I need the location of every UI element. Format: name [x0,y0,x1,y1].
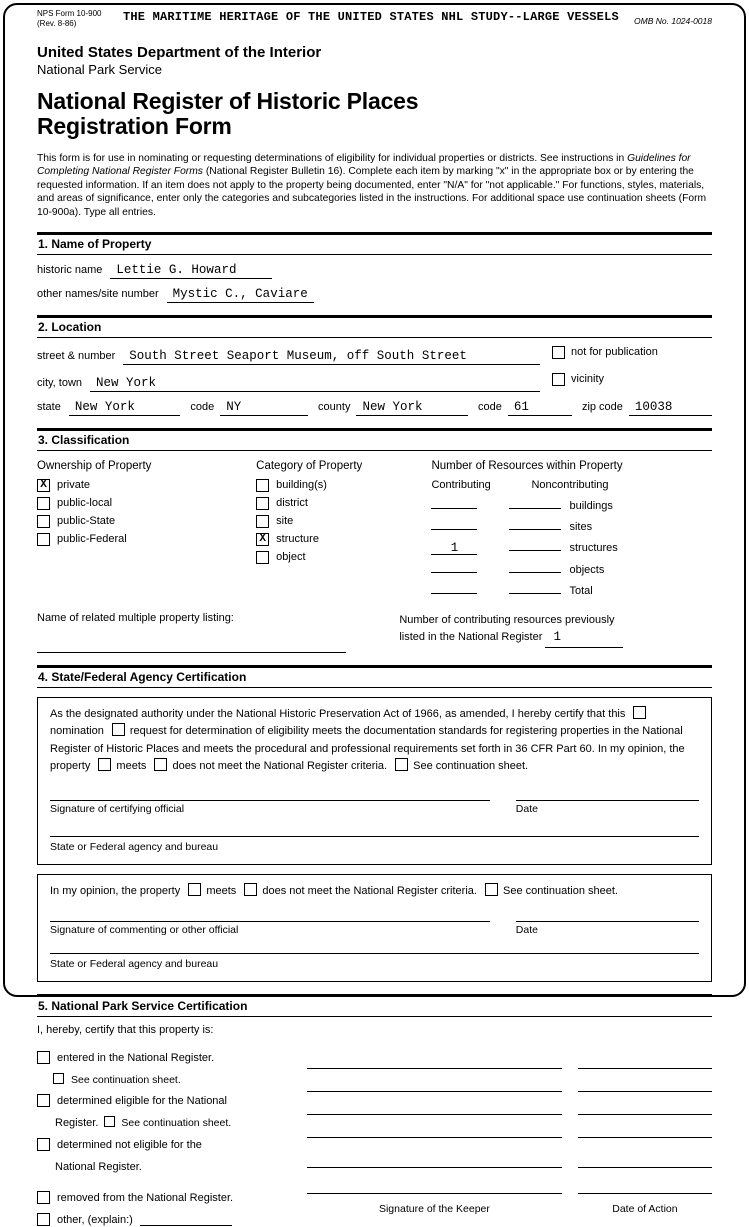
eligible-register-label: Register. [55,1117,99,1130]
buildings-checkbox[interactable] [256,479,269,492]
contributing-total-field[interactable] [431,580,477,594]
cert-text-2: request for determination of eligibility meets the documentation standards for registering properties in the National Register of Historic Places and meets the procedural and professional requirements set forth in 36 CFR Part 60. In my opinion, the property [50,725,685,773]
category-column [256,460,431,597]
buildings-row-label: buildings [569,499,613,512]
option-entered [37,1051,289,1066]
eligible-continuation-checkbox[interactable] [104,1116,115,1127]
certifying-signature-label: Signature of certifying official [50,802,185,815]
cert-text-1: As the designated authority under the National Historic Preservation Act of 1966, as amended, I hereby certify that this [50,707,626,720]
not-for-publication-checkbox[interactable] [552,346,565,359]
contributing-sites-field[interactable] [431,516,477,530]
resource-row-total [431,580,712,597]
previously-listed-field[interactable]: 1 [545,628,623,648]
multiple-listing-field[interactable] [37,637,346,653]
certifying-agency-label: State or Federal agency and bureau [50,840,219,853]
commenting-signature-label: Signature of commenting or other official [50,923,239,936]
historic-name-label: historic name [37,263,103,276]
other-names-row [37,287,712,303]
contributing-header: Contributing [431,478,491,491]
keeper-line-3a [307,1113,562,1115]
sites-row-label: sites [569,520,593,533]
previously-listed-block [399,612,712,653]
keeper-line-5a [307,1166,562,1168]
previously-listed-line1: Number of contributing resources previously [399,613,615,626]
object-checkbox[interactable] [256,551,269,564]
structure-label: structure [276,533,319,546]
does-not-meet-checkbox[interactable] [154,758,167,771]
object-label: object [276,551,306,564]
zip-field[interactable]: 10038 [629,400,712,416]
certification-paragraph [50,706,699,776]
determined-not-eligible-checkbox[interactable] [37,1138,50,1151]
opinion-does-not-meet-label: does not meet the National Register criteria. [262,885,477,898]
entered-label: entered in the National Register. [57,1052,215,1065]
department-title: United States Department of the Interior [37,44,322,61]
previously-listed-line2 [399,628,712,648]
eligible-continuation-label: See continuation sheet. [121,1117,232,1130]
keeper-line-2b [578,1090,712,1092]
opinion-does-not-meet-checkbox[interactable] [244,883,257,896]
commenting-agency-label: State or Federal agency and bureau [50,957,219,970]
historic-name-field[interactable]: Lettie G. Howard [110,263,272,279]
county-field[interactable]: New York [356,400,468,416]
resources-headers [431,479,712,491]
keeper-line-3b [578,1113,712,1115]
not-for-publication-label: not for publication [571,346,658,359]
category-option-buildings [256,479,431,492]
public-local-label: public-local [57,497,113,510]
commenting-agency-field[interactable] [50,953,699,954]
section4-heading: 4. State/Federal Agency Certification [37,665,712,688]
category-option-structure [256,533,431,546]
resource-row-sites [431,516,712,533]
commenting-official-box [37,874,712,982]
noncontributing-structures-field[interactable] [509,537,561,551]
keeper-labels [307,1203,712,1215]
state-row [37,400,712,416]
resources-title: Number of Resources within Property [431,459,623,472]
entered-continuation-checkbox[interactable] [53,1073,64,1084]
meets-checkbox[interactable] [98,758,111,771]
objects-row-label: objects [569,563,605,576]
public-state-checkbox[interactable] [37,515,50,528]
district-label: district [276,497,308,510]
nomination-label: nomination [50,725,104,738]
keeper-line-4a [307,1136,562,1138]
keeper-line-1a [307,1067,562,1069]
resource-row-structures [431,537,712,555]
determined-not-eligible-label: determined not eligible for the [57,1139,202,1151]
public-federal-label: public-Federal [57,533,127,546]
multiple-listing-block [37,612,365,653]
instructions-italic: Guidelines for Completing National Register Forms [37,152,691,178]
structure-checkbox[interactable]: X [256,533,269,546]
certifying-date-label: Date [515,802,538,815]
keeper-line-2a [307,1090,562,1092]
commenting-date-field[interactable] [516,921,699,922]
resources-column [431,460,712,597]
keeper-line-row-3 [307,1092,712,1115]
resource-row-buildings [431,495,712,512]
certifying-date-field[interactable] [516,800,699,801]
noncontributing-header: Noncontributing [531,478,609,491]
keeper-line-row-5 [307,1138,712,1168]
option-entered-continuation [53,1073,289,1087]
does-not-meet-label: does not meet the National Register criteria. [172,760,388,773]
service-title: National Park Service [37,62,162,77]
certifying-signature-field[interactable] [50,800,490,801]
public-state-label: public-State [57,515,116,528]
street-row [37,346,712,365]
street-label: street & number [37,349,116,362]
commenting-signature-field[interactable] [50,921,490,922]
instructions-part2: (National Register Bulletin 16). Complete each item by marking "x" in the appropriate box or by entering the requested information. If an item does not apply to the property being documented, enter "N/A" for "not applicable." For functions, styles, materials, and areas of significance, enter only the categories and subcategories listed in the instructions. For additional space use continuation sheets (Form 10-900a). Type all entries. [37,166,707,218]
section5-heading: 5. National Park Service Certification [37,994,712,1017]
ownership-option-private [37,479,256,492]
date-of-action-field[interactable] [578,1192,712,1194]
opinion-meets-checkbox[interactable] [188,883,201,896]
category-option-district [256,497,431,510]
noncontributing-sites-field[interactable] [509,516,561,530]
other-checkbox[interactable] [37,1213,50,1226]
commenting-signature-labels [50,924,699,937]
commenting-date-label: Date [515,923,538,936]
form-page [37,9,712,1227]
ownership-option-public-local [37,497,256,510]
instructions-part1: This form is for use in nominating or requesting determinations of eligibility for individual properties or districts. See instructions in [37,152,628,164]
keeper-signature-area [307,1044,712,1227]
vicinity-checkbox[interactable] [552,373,565,386]
other-names-field[interactable]: Mystic C., Caviare [167,287,314,303]
ownership-title: Ownership of Property [37,459,152,472]
omb-number: OMB No. 1024-0018 [634,16,712,26]
option-not-eligible-line2 [55,1160,289,1175]
contributing-buildings-field[interactable] [431,495,477,509]
meets-label: meets [116,760,147,773]
entered-continuation-label: See continuation sheet. [71,1074,181,1087]
city-field[interactable]: New York [90,376,540,392]
noncontributing-total-field[interactable] [509,580,561,594]
keeper-line-row-1 [307,1046,712,1069]
multiple-listing-label: Name of related multiple property listing: [37,611,234,624]
county-code-field[interactable]: 61 [508,400,572,416]
contributing-structures-field[interactable]: 1 [431,541,477,555]
ownership-option-public-state [37,515,256,528]
nps-form-number [37,9,123,29]
site-checkbox[interactable] [256,515,269,528]
category-option-site [256,515,431,528]
public-local-checkbox[interactable] [37,497,50,510]
historic-name-row [37,263,712,279]
entered-checkbox[interactable] [37,1051,50,1064]
determined-eligible-checkbox[interactable] [37,1094,50,1107]
category-option-object [256,551,431,564]
instructions-paragraph [37,152,712,220]
other-names-label: other names/site number [37,287,159,300]
county-label: county [318,400,351,413]
option-removed [37,1191,289,1206]
ownership-column [37,460,256,597]
street-field[interactable]: South Street Seaport Museum, off South Street [123,349,540,365]
nomination-checkbox[interactable] [633,706,646,719]
opinion-text: In my opinion, the property [50,885,181,898]
multiple-listing-area [37,612,712,653]
private-label: private [57,479,91,492]
keeper-line-row-2 [307,1069,712,1092]
top-strip [37,9,712,29]
certifying-official-box [37,697,712,866]
see-continuation-label: See continuation sheet. [413,760,529,773]
not-for-publication-group [552,346,712,359]
removed-label: removed from the National Register. [57,1191,234,1204]
keeper-line-5b [578,1166,712,1168]
option-eligible-continuation-row [55,1116,289,1131]
public-federal-checkbox[interactable] [37,533,50,546]
keeper-line-row-4 [307,1115,712,1138]
form-title-line1: National Register of Historic Places [37,88,419,114]
nps-certification-body [37,1044,712,1227]
state-code-field[interactable]: NY [220,400,308,416]
structures-row-label: structures [569,541,618,554]
district-checkbox[interactable] [256,497,269,510]
state-label: state [37,400,61,413]
see-continuation-checkbox[interactable] [395,758,408,771]
opinion-see-continuation-label: See continuation sheet. [503,885,618,898]
keeper-line-1b [578,1067,712,1069]
zip-label: zip code [581,400,623,413]
resource-row-objects [431,559,712,576]
request-checkbox[interactable] [112,723,125,736]
certifying-signature-labels [50,803,699,816]
previously-listed-label: listed in the National Register [399,631,543,644]
section3-heading: 3. Classification [37,428,712,451]
section1-heading: 1. Name of Property [37,232,712,255]
keeper-signature-field[interactable] [307,1192,562,1194]
category-title: Category of Property [256,459,363,472]
contributing-objects-field[interactable] [431,559,477,573]
opinion-see-continuation-checkbox[interactable] [485,883,498,896]
nps-options [37,1044,289,1227]
nps-form-rev: (Rev. 8-86) [37,19,77,28]
study-header: THE MARITIME HERITAGE OF THE UNITED STATES NHL STUDY--LARGE VESSELS [123,10,619,24]
site-label: site [276,515,294,528]
vicinity-label: vicinity [571,373,605,386]
city-row [37,373,712,392]
form-title-line2: Registration Form [37,112,232,139]
option-determined-eligible [37,1094,289,1109]
option-determined-not-eligible [37,1138,289,1153]
ownership-option-public-federal [37,533,256,546]
not-eligible-register-label: National Register. [55,1160,142,1173]
removed-checkbox[interactable] [37,1191,50,1204]
opinion-paragraph [50,883,699,901]
certifying-signature-lines [50,800,699,801]
total-row-label: Total [569,584,593,597]
keeper-signature-label: Signature of the Keeper [378,1203,490,1216]
classification-columns [37,460,712,597]
nps-form-label: NPS Form 10-900 [37,9,102,18]
opinion-meets-label: meets [206,885,237,898]
commenting-signature-lines [50,921,699,922]
buildings-label: building(s) [276,479,327,492]
county-code-label: code [477,400,502,413]
noncontributing-buildings-field[interactable] [509,495,561,509]
date-of-action-label: Date of Action [612,1203,678,1216]
vicinity-group [552,373,712,386]
keeper-line-4b [578,1136,712,1138]
option-other [37,1213,289,1227]
other-label: other, (explain:) [57,1213,133,1226]
state-field[interactable]: New York [69,400,181,416]
noncontributing-objects-field[interactable] [509,559,561,573]
determined-eligible-label: determined eligible for the National [57,1095,227,1108]
form-title [37,89,712,139]
section2-heading: 2. Location [37,315,712,338]
keeper-line-row-6 [307,1168,712,1194]
nps-certification-intro: I, hereby, certify that this property is: [37,1024,214,1037]
certifying-agency-field[interactable] [50,836,699,837]
other-explain-field[interactable] [140,1213,232,1226]
private-checkbox[interactable]: X [37,479,50,492]
state-code-label: code [190,400,215,413]
city-label: city, town [37,376,83,389]
